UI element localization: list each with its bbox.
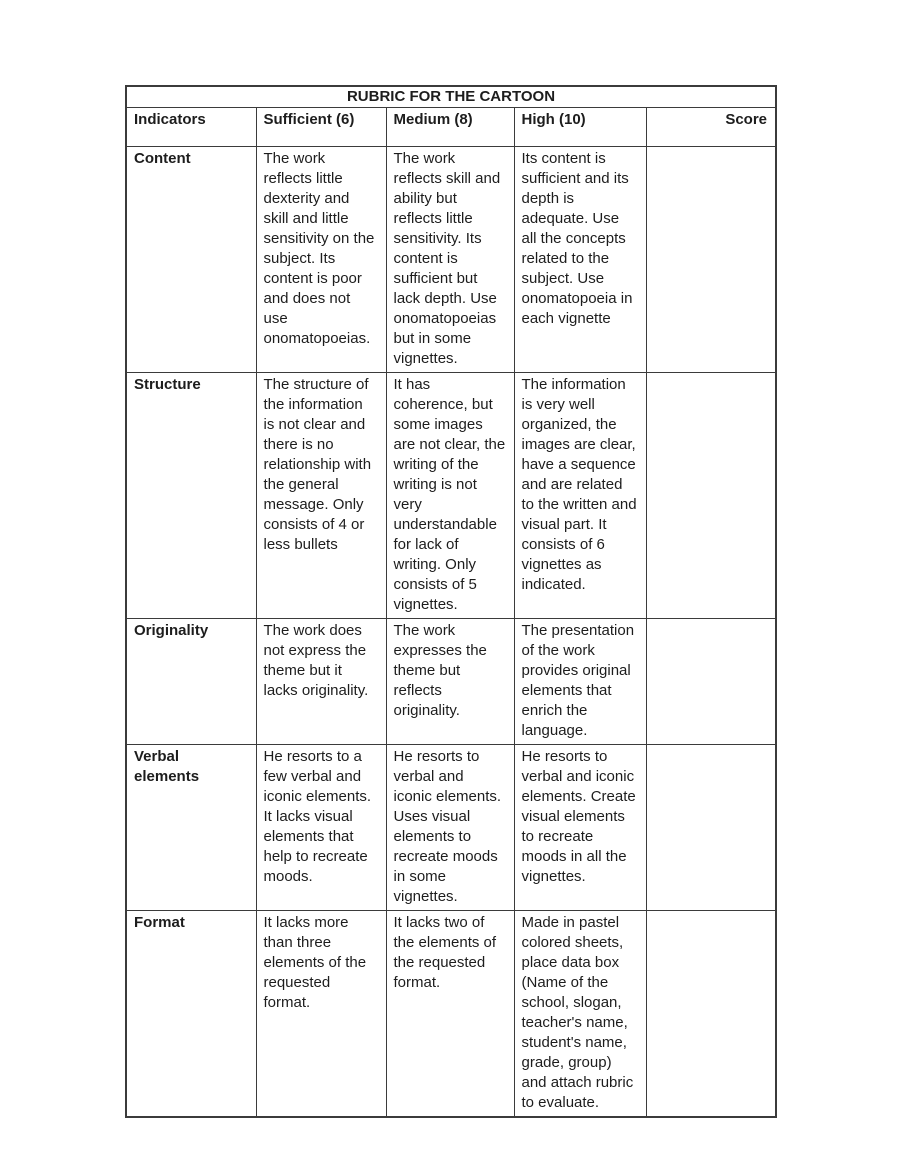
cell-sufficient: The work does not express the theme but it lacks originality. — [256, 619, 386, 745]
cell-medium: He resorts to verbal and iconic elements. Uses visual elements to recreate moods in some vignettes. — [386, 745, 514, 911]
column-header-high: High (10) — [514, 108, 646, 147]
cell-high: Made in pastel colored sheets, place data box (Name of the school, slogan, teacher's name, student's name, grade, group) and attach rubric to evaluate. — [514, 911, 646, 1118]
table-title-row — [126, 86, 776, 108]
table-row-verbal-elements — [126, 745, 776, 911]
column-header-medium: Medium (8) — [386, 108, 514, 147]
row-label: Verbal elements — [126, 745, 256, 911]
table-row-originality — [126, 619, 776, 745]
cell-score — [646, 147, 776, 373]
cell-medium: It has coherence, but some images are not clear, the writing of the writing is not very understandable for lack of writing. Only consists of 5 vignettes. — [386, 373, 514, 619]
cell-score — [646, 373, 776, 619]
cell-sufficient: It lacks more than three elements of the requested format. — [256, 911, 386, 1118]
cell-score — [646, 619, 776, 745]
cell-sufficient: He resorts to a few verbal and iconic elements. It lacks visual elements that help to recreate moods. — [256, 745, 386, 911]
cell-medium: The work expresses the theme but reflects originality. — [386, 619, 514, 745]
cell-high: The presentation of the work provides original elements that enrich the language. — [514, 619, 646, 745]
rubric-table — [125, 85, 777, 1118]
row-label: Structure — [126, 373, 256, 619]
table-row-format — [126, 911, 776, 1118]
cell-medium: It lacks two of the elements of the requested format. — [386, 911, 514, 1118]
cell-high: Its content is sufficient and its depth is adequate. Use all the concepts related to the subject. Use onomatopoeia in each vignette — [514, 147, 646, 373]
table-row-content — [126, 147, 776, 373]
cell-score — [646, 911, 776, 1118]
column-header-sufficient: Sufficient (6) — [256, 108, 386, 147]
cell-score — [646, 745, 776, 911]
cell-sufficient: The structure of the information is not clear and there is no relationship with the general message. Only consists of 4 or less bullets — [256, 373, 386, 619]
cell-sufficient: The work reflects little dexterity and skill and little sensitivity on the subject. Its content is poor and does not use onomatopoeias. — [256, 147, 386, 373]
table-header-row — [126, 108, 776, 147]
column-header-score: Score — [646, 108, 776, 147]
table-title: RUBRIC FOR THE CARTOON — [126, 86, 776, 108]
table-row-structure — [126, 373, 776, 619]
row-label: Originality — [126, 619, 256, 745]
cell-high: The information is very well organized, the images are clear, have a sequence and are related to the written and visual part. It consists of 6 vignettes as indicated. — [514, 373, 646, 619]
row-label: Format — [126, 911, 256, 1118]
row-label: Content — [126, 147, 256, 373]
cell-high: He resorts to verbal and iconic elements. Create visual elements to recreate moods in all the vignettes. — [514, 745, 646, 911]
cell-medium: The work reflects skill and ability but reflects little sensitivity. Its content is sufficient but lack depth. Use onomatopoeias but in some vignettes. — [386, 147, 514, 373]
column-header-indicators: Indicators — [126, 108, 256, 147]
